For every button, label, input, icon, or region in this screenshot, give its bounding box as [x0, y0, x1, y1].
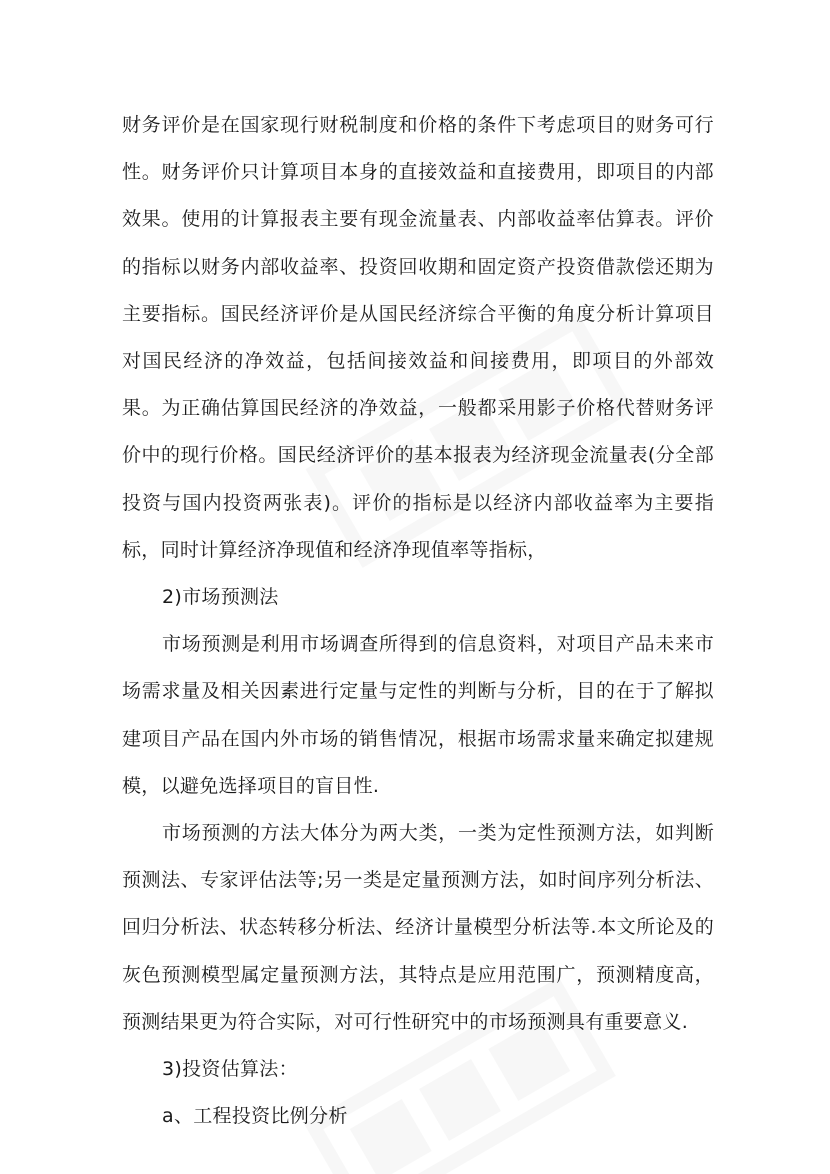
heading-investment-estimation: 3)投资估算法：: [162, 1058, 298, 1081]
document-body: [122, 102, 714, 1140]
heading-investment-ratio-analysis: a、工程投资比例分析: [162, 1105, 348, 1128]
heading-market-forecast-method: 2)市场预测法: [162, 586, 279, 609]
paragraph-evaluation-overview: 财务评价是在国家现行财税制度和价格的条件下考虑项目的财务可行性。财务评价只计算项目本身的直接效益和直接费用，即项目的内部效果。使用的计算报表主要有现金流量表、内部收益率估算表。评价的指标以财务内部收益率、投资回收期和固定资产投资借款偿还期为主要指标。国民经济评价是从国民经济综合平衡的角度分析计算项目对国民经济的净效益，包括间接效益和间接费用，即项目的外部效果。为正确估算国民经济的净效益，一般都采用影子价格代替财务评价中的现行价格。国民经济评价的基本报表为经济现金流量表(分全部投资与国内投资两张表)。评价的指标是以经济内部收益率为主要指标，同时计算经济净现值和经济净现值率等指标，: [122, 114, 714, 561]
paragraph-market-forecast-definition: 市场预测是利用市场调查所得到的信息资料，对项目产品未来市场需求量及相关因素进行定量与定性的判断与分析，目的在于了解拟建项目产品在国内外市场的销售情况，根据市场需求量来确定拟建规模，以避免选择项目的盲目性.: [122, 633, 714, 797]
paragraph-forecast-methods: 市场预测的方法大体分为两大类，一类为定性预测方法，如判断预测法、专家评估法等;另一类是定量预测方法，如时间序列分析法、回归分析法、状态转移分析法、经济计量模型分析法等.本文所论及的灰色预测模型属定量预测方法，其特点是应用范围广，预测精度高，预测结果更为符合实际，对可行性研究中的市场预测具有重要意义.: [122, 822, 714, 1033]
